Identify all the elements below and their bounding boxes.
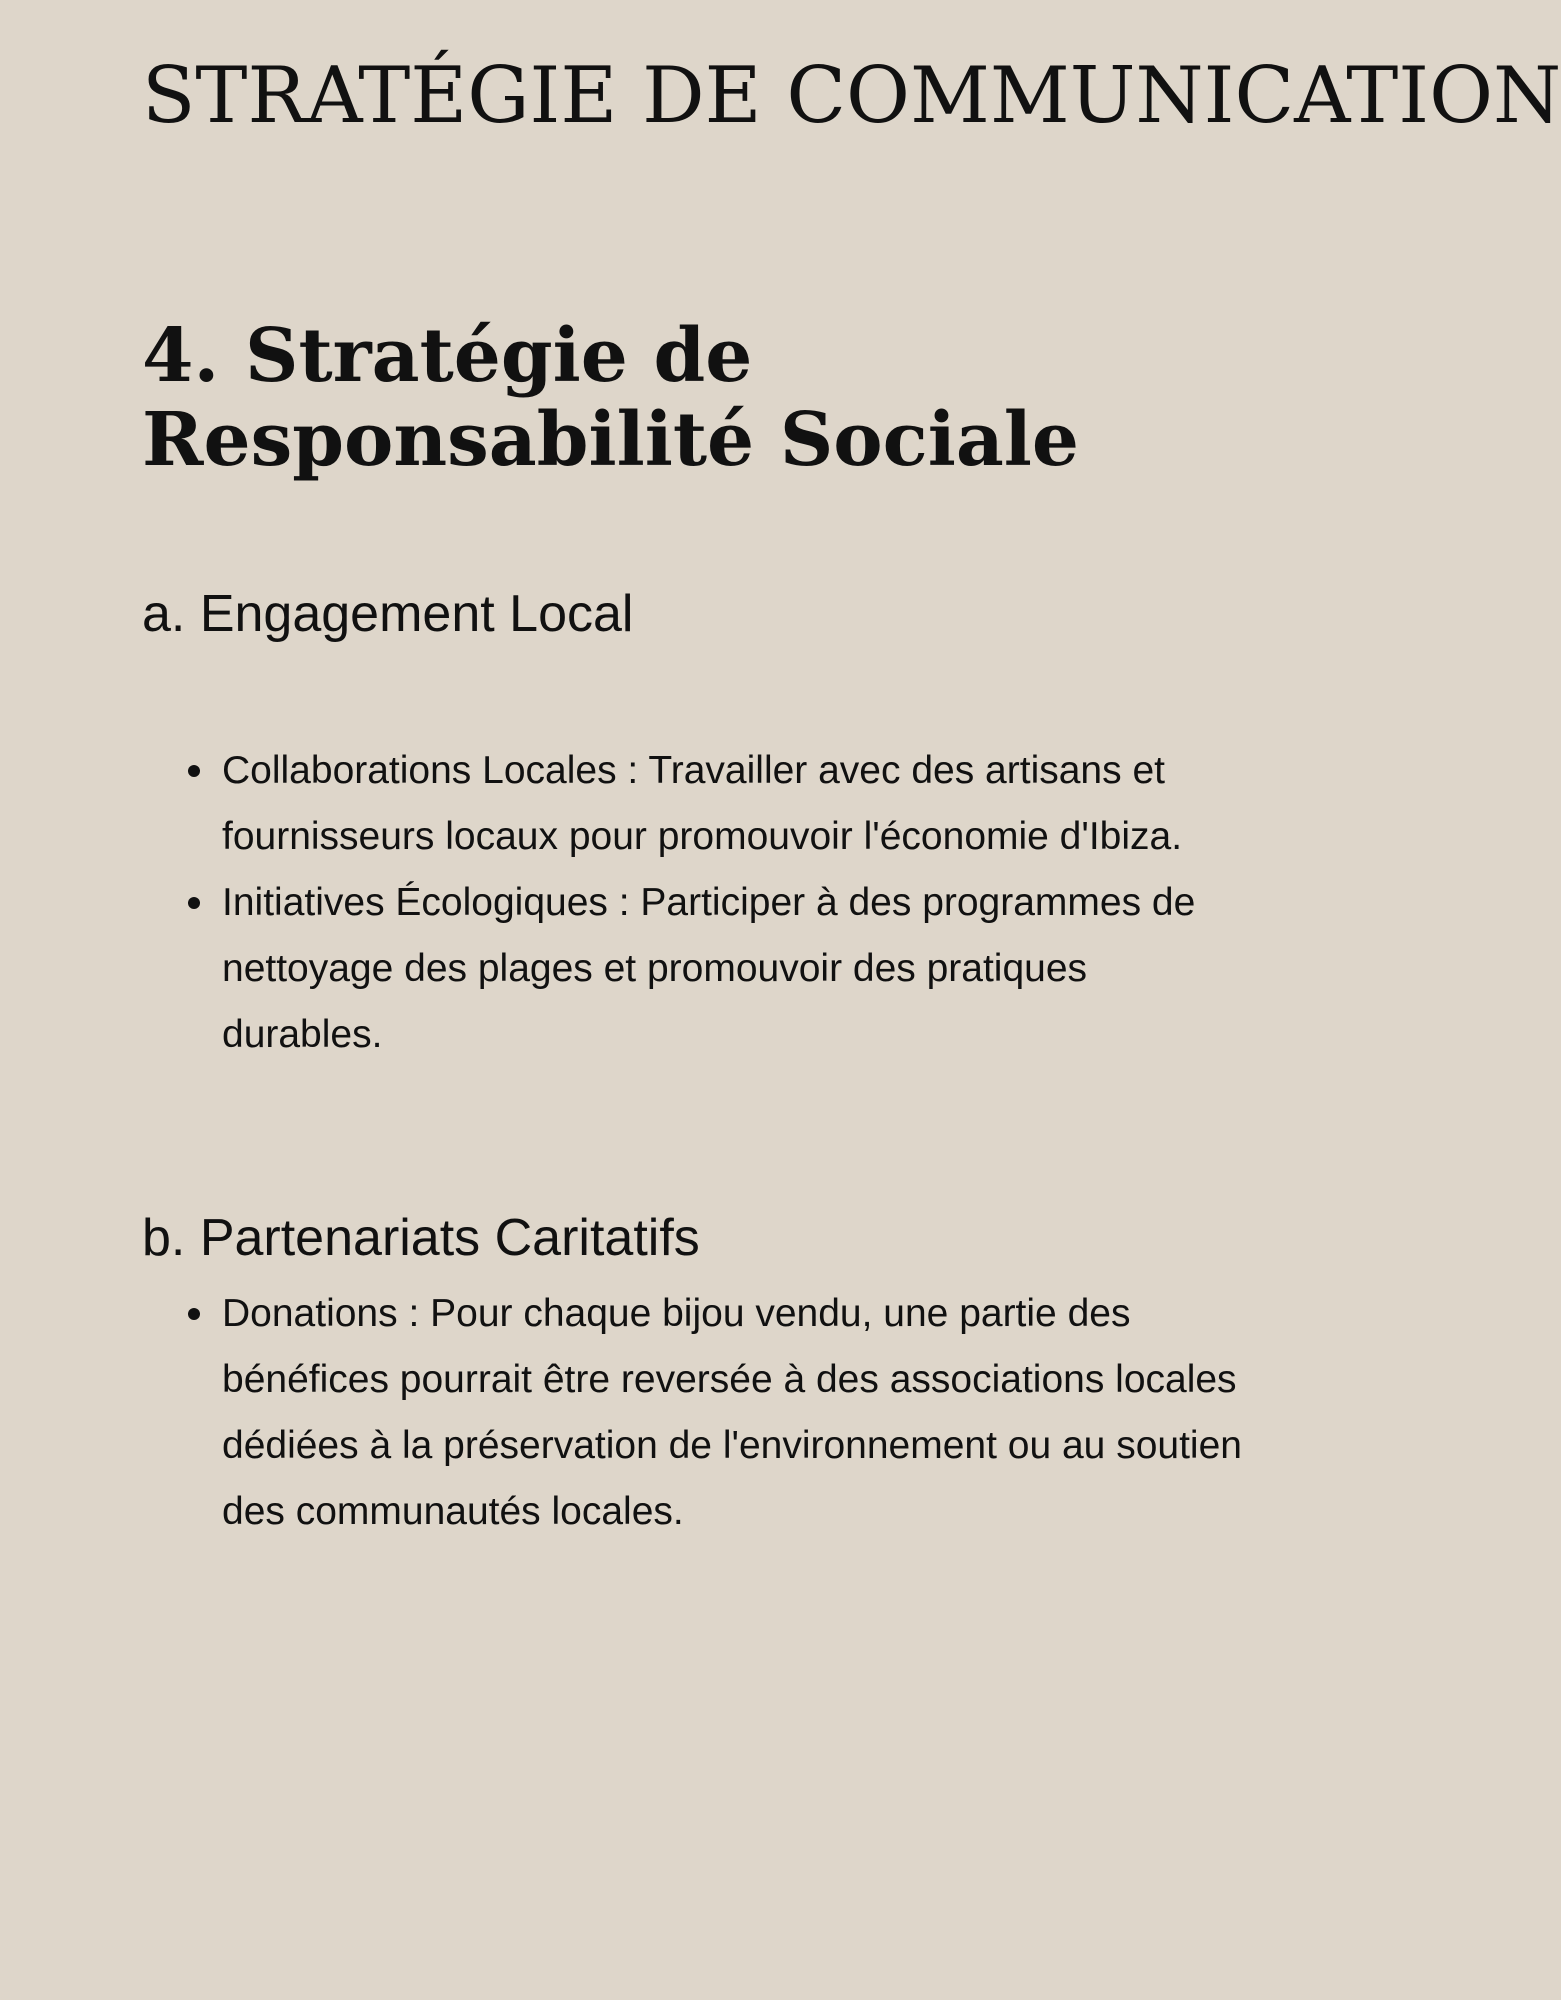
bullet-list-engagement-local [222, 738, 1242, 1068]
list-item-text: Initiatives Écologiques : Participer à des programmes de nettoyage des plages et promouvoir des pratiques durables. [222, 881, 1196, 1056]
bullet-dot-icon [188, 1308, 200, 1320]
bullet-dot-icon [188, 897, 200, 909]
list-item [222, 738, 1242, 870]
subsection-heading-partenariats-caritatifs: b. Partenariats Caritatifs [142, 1209, 700, 1267]
bullet-dot-icon [188, 765, 200, 777]
list-item-text: Collaborations Locales : Travailler avec des artisans et fournisseurs locaux pour promouvoir l'économie d'Ibiza. [222, 749, 1183, 858]
subsection-heading-engagement-local: a. Engagement Local [142, 585, 634, 643]
bullet-list-partenariats-caritatifs [222, 1281, 1242, 1545]
document-title: STRATÉGIE DE COMMUNICATION [142, 51, 1561, 141]
section-heading: 4. Stratégie de Responsabilité Sociale [142, 313, 1079, 483]
list-item-text: Donations : Pour chaque bijou vendu, une partie des bénéfices pourrait être reversée à des associations locales dédiées à la préservation de l'environnement ou au soutien des communautés locales. [222, 1292, 1242, 1533]
list-item [222, 1281, 1242, 1545]
list-item [222, 870, 1242, 1068]
